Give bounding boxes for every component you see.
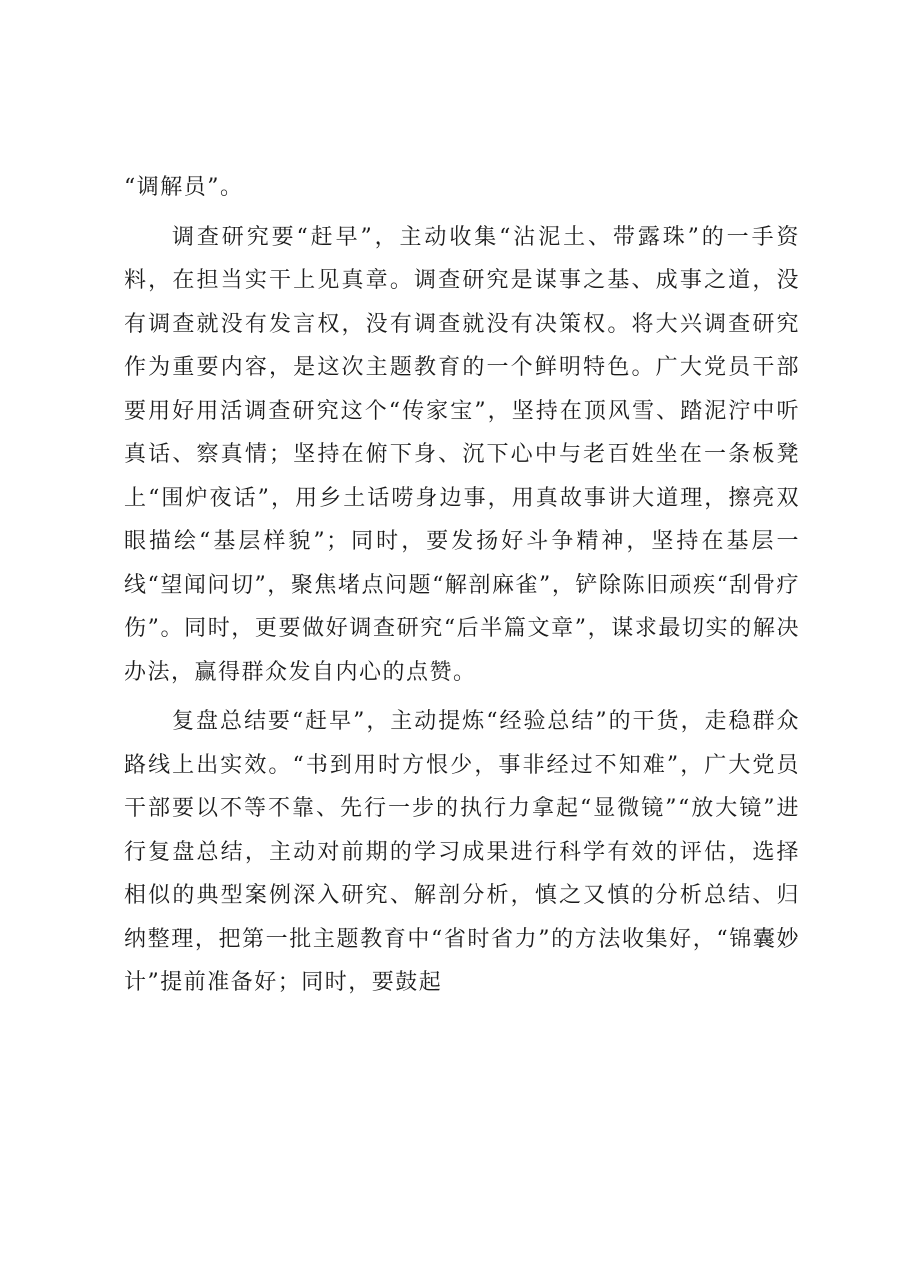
paragraph-review: 复盘总结要“赶早”，主动提炼“经验总结”的干货，走稳群众路线上出实效。“书到用时方恨少，事非经过不知难”，广大党员干部要以不等不靠、先行一步的执行力拿起“显微镜”“放大镜”进行复盘总结，主动对前期的学习成果进行科学有效的评估，选择相似的典型案例深入研究、解剖分析，慎之又慎的分析总结、归纳整理，把第一批主题教育中“省时省力”的方法收集好，“锦囊妙计”提前准备好；同时，要鼓起 <box>124 709 800 995</box>
document-body <box>124 166 800 1011</box>
paragraph-research: 调查研究要“赶早”，主动收集“沾泥土、带露珠”的一手资料，在担当实干上见真章。调查研究是谋事之基、成事之道，没有调查就没有发言权，没有调查就没有决策权。将大兴调查研究作为重要内容，是这次主题教育的一个鲜明特色。广大党员干部要用好用活调查研究这个“传家宝”，坚持在顶风雪、踏泥泞中听真话、察真情；坚持在俯下身、沉下心中与老百姓坐在一条板凳上“围炉夜话”，用乡土话唠身边事，用真故事讲大道理，擦亮双眼描绘“基层样貌”；同时，要发扬好斗争精神，坚持在基层一线“望闻问切”，聚焦堵点问题“解剖麻雀”，铲除陈旧顽疾“刮骨疗伤”。同时，更要做好调查研究“后半篇文章”，谋求最切实的解决办法，赢得群众发自内心的点赞。 <box>124 224 800 685</box>
paragraph-continuation: “调解员”。 <box>124 175 244 200</box>
